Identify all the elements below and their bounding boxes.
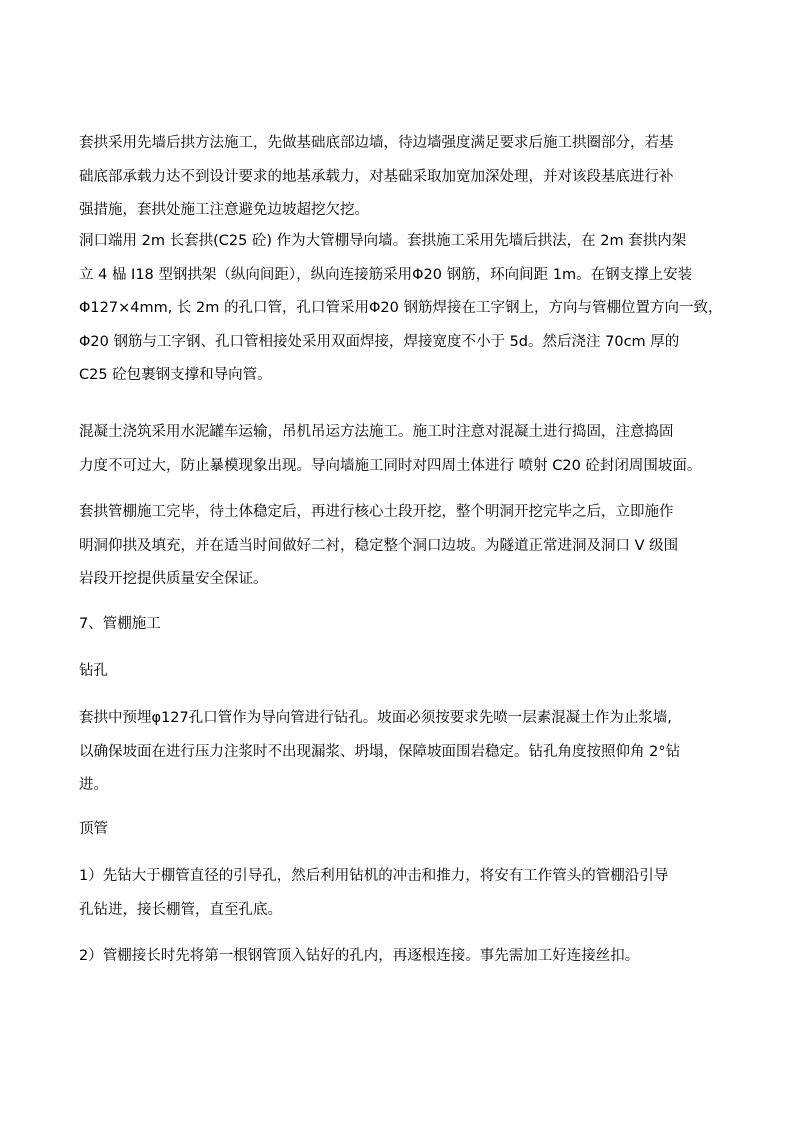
paragraph-drilling (79, 702, 769, 803)
paragraph-line: 套拱中预埋φ127孔口管作为导向管进行钻孔。坡面必须按要求先喷一层素混凝土作为止浆墙, (79, 710, 672, 726)
subheading-drilling: 钻孔 (79, 663, 108, 679)
heading-pipe-roof: 7、管棚施工 (79, 616, 161, 632)
paragraph-line: 强措施，套拱处施工注意避免边坡超挖欠挖。 (79, 202, 369, 218)
subheading-pipe-jacking: 顶管 (79, 821, 108, 837)
subheading (79, 655, 769, 689)
paragraph-line: 混凝土浇筑采用水泥罐车运输，吊机吊运方法施工。施工时注意对混凝土进行捣固，注意捣固 (79, 424, 674, 440)
paragraph-line: 岩段开挖提供质量安全保证。 (79, 571, 268, 587)
paragraph-line: 孔钻进，接长棚管，直至孔底。 (79, 901, 282, 918)
paragraph-line: 套拱管棚施工完毕，待土体稳定后，再进行核心土段开挖，整个明洞开挖完毕之后，立即施作 (79, 504, 674, 520)
paragraph-excavation (79, 496, 769, 597)
paragraph-line: 立 4 榀 I18 型钢拱架（纵向间距），纵向连接筋采用Φ20 钢筋，环向间距 1m。在钢支撑上安装 (79, 266, 693, 283)
paragraph-line: 1）先钻大于棚管直径的引导孔，然后利用钻机的冲击和推力，将安有工作管头的管棚沿引导 (79, 868, 669, 884)
paragraph-line: 套拱采用先墙后拱方法施工，先做基础底部边墙，待边墙强度满足要求后施工拱圈部分，若基 (79, 135, 674, 151)
section-heading (79, 608, 769, 642)
paragraph-line: Φ127×4mm, 长 2m 的孔口管，孔口管采用Φ20 钢筋焊接在工字钢上，方向与管棚位置方向一致， (79, 300, 723, 316)
paragraph-step-2 (79, 940, 769, 974)
paragraph-line: 进。 (79, 777, 108, 793)
paragraph-line: Φ20 钢筋与工字钢、孔口管相接处采用双面焊接，焊接宽度不小于 5d。然后浇注 70cm 厚的 (79, 333, 680, 350)
paragraph-line: 明洞仰拱及填充，并在适当时间做好二衬，稳定整个洞口边坡。为隧道正常进洞及洞口 V 级围 (79, 537, 679, 554)
paragraph-step-1 (79, 860, 769, 927)
paragraph-concrete-pouring (79, 416, 769, 483)
paragraph-line: 力度不可过大，防止暴模现象出现。导向墙施工同时对四周土体进行 喷射 C20 砼封闭周围坡面。 (79, 457, 702, 474)
paragraph-arch-construction (79, 127, 769, 228)
paragraph-line: C25 砼包裹钢支撑和导向管。 (79, 367, 272, 383)
paragraph-line: 2）管棚接长时先将第一根钢管顶入钻好的孔内，再逐根连接。事先需加工好连接丝扣。 (79, 948, 640, 964)
paragraph-line: 础底部承载力达不到设计要求的地基承载力，对基础采取加宽加深处理，并对该段基底进行补 (79, 168, 674, 185)
subheading (79, 813, 769, 847)
paragraph-line: 洞口端用 2m 长套拱(C25 砼) 作为大管棚导向墙。套拱施工采用先墙后拱法，在 2m 套拱内架 (79, 233, 687, 249)
paragraph-line: 以确保坡面在进行压力注浆时不出现漏浆、坍塌，保障坡面围岩稳定。钻孔角度按照仰角 2°钻 (79, 743, 681, 760)
paragraph-guide-wall (79, 225, 769, 393)
